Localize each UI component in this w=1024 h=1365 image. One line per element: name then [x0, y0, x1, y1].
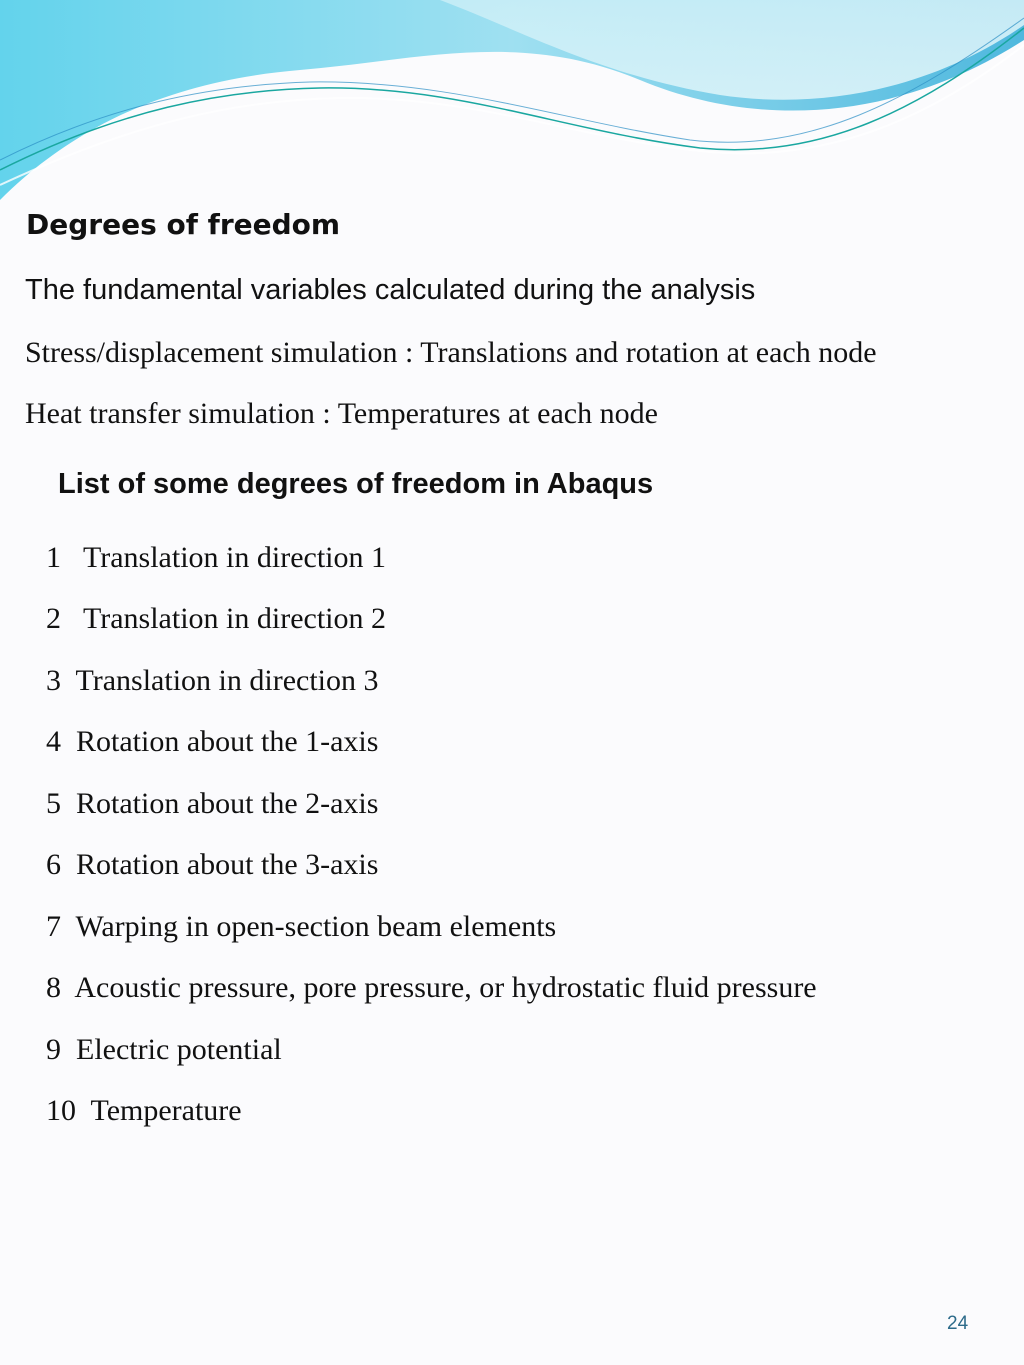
- dof-item: 5 Rotation about the 2-axis: [46, 787, 379, 820]
- decorative-wave-header: [0, 0, 1024, 210]
- dof-item: 10 Temperature: [46, 1094, 242, 1127]
- dof-item: 9 Electric potential: [46, 1033, 282, 1066]
- dof-item: 2 Translation in direction 2: [46, 602, 386, 635]
- page-number: 24: [947, 1313, 969, 1334]
- dof-item: 8 Acoustic pressure, pore pressure, or hydrostatic fluid pressure: [46, 971, 817, 1004]
- dof-list-title: List of some degrees of freedom in Abaqus: [58, 468, 654, 500]
- dof-item: 4 Rotation about the 1-axis: [46, 725, 379, 758]
- dof-item: 6 Rotation about the 3-axis: [46, 848, 379, 881]
- dof-item: 1 Translation in direction 1: [46, 541, 386, 574]
- dof-item: 3 Translation in direction 3: [46, 664, 379, 697]
- slide-heading: Degrees of freedom: [26, 208, 341, 241]
- stress-displacement-line: Stress/displacement simulation : Translations and rotation at each node: [25, 336, 877, 369]
- slide-subtitle: The fundamental variables calculated during the analysis: [25, 274, 756, 306]
- heat-transfer-line: Heat transfer simulation : Temperatures at each node: [25, 397, 658, 430]
- dof-item: 7 Warping in open-section beam elements: [46, 910, 557, 943]
